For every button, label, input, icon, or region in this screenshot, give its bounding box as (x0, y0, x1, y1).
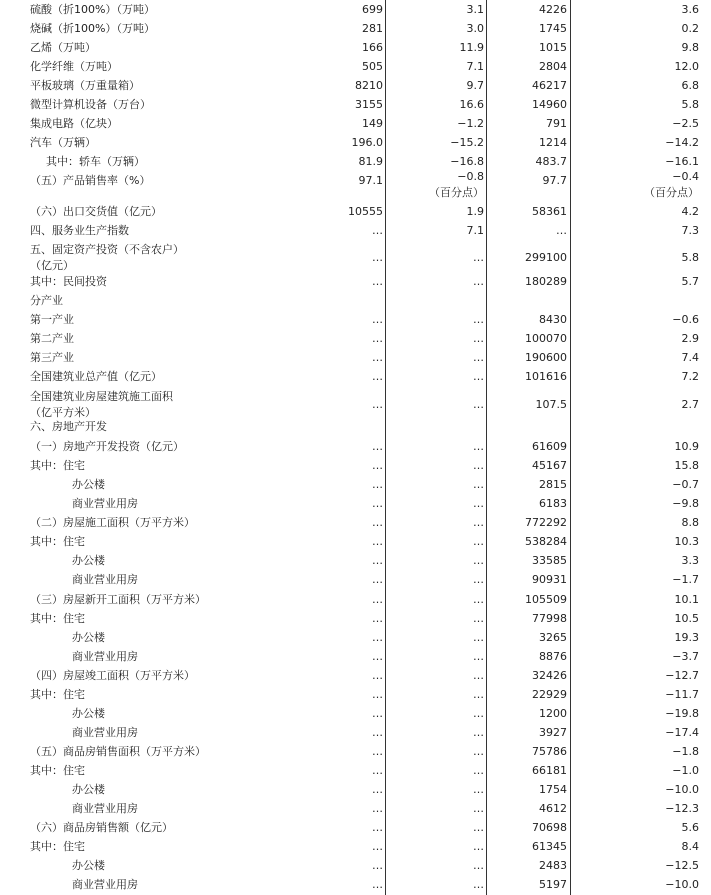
cell-c2: … (473, 669, 484, 682)
cell-c4: 5.7 (681, 275, 699, 288)
cell-c1: … (372, 612, 383, 625)
cell-c2: … (473, 612, 484, 625)
cell-c3: 77998 (532, 612, 567, 625)
cell-c1: … (372, 783, 383, 796)
cell-c4: 7.2 (681, 370, 699, 383)
cell-c3: 46217 (532, 79, 567, 92)
cell-c1: 281 (362, 22, 383, 35)
cell-c2: … (473, 478, 484, 491)
cell-c4: 6.8 (681, 79, 699, 92)
cell-c2: … (473, 275, 484, 288)
cell-c1: 505 (362, 60, 383, 73)
row-label: 其中：住宅 (30, 459, 85, 472)
cell-c2: … (473, 516, 484, 529)
cell-c4: 15.8 (674, 459, 699, 472)
cell-c4: 2.9 (681, 332, 699, 345)
row-label: 其中：住宅 (30, 840, 85, 853)
cell-c4: 9.8 (681, 41, 699, 54)
cell-c4: −17.4 (665, 726, 699, 739)
cell-c2: 7.1 (466, 224, 484, 237)
cell-c2: … (473, 535, 484, 548)
cell-c4: 7.3 (681, 224, 699, 237)
row-label: 其中：轿车（万辆） (46, 155, 145, 168)
cell-c1: … (372, 631, 383, 644)
cell-c2: … (473, 313, 484, 326)
row-label: 商业营业用房 (72, 726, 138, 739)
cell-c2: … (473, 554, 484, 567)
cell-c1: … (372, 370, 383, 383)
cell-c2: … (473, 783, 484, 796)
cell-c1: … (372, 821, 383, 834)
cell-c3: 66181 (532, 764, 567, 777)
cell-c1: 149 (362, 117, 383, 130)
cell-c4: 5.6 (681, 821, 699, 834)
cell-c3: 791 (546, 117, 567, 130)
cell-c3: 190600 (525, 351, 567, 364)
cell-c2: … (473, 251, 484, 264)
row-label: 硫酸（折100%）（万吨） (30, 3, 155, 16)
row-label: （六）商品房销售额（亿元） (30, 821, 173, 834)
cell-c3: 483.7 (535, 155, 567, 168)
cell-c3: 1754 (539, 783, 567, 796)
cell-c1: 166 (362, 41, 383, 54)
cell-c1: … (372, 650, 383, 663)
cell-c2: 7.1 (466, 60, 484, 73)
cell-c3: 6183 (539, 497, 567, 510)
cell-c1: … (372, 573, 383, 586)
cell-c2: 3.0 (466, 22, 484, 35)
cell-c4: −0.7 (672, 478, 699, 491)
cell-c4: −12.3 (665, 802, 699, 815)
cell-c2: … (473, 370, 484, 383)
cell-c4: −3.7 (672, 650, 699, 663)
cell-c3: 5197 (539, 878, 567, 891)
cell-c1: 699 (362, 3, 383, 16)
row-label: 商业营业用房 (72, 573, 138, 586)
cell-c4: −12.7 (665, 669, 699, 682)
row-label: 办公楼 (72, 478, 105, 491)
cell-c4: −2.5 (672, 117, 699, 130)
cell-c2: … (473, 332, 484, 345)
cell-c3: 100070 (525, 332, 567, 345)
cell-c3: 22929 (532, 688, 567, 701)
cell-c4: 4.2 (681, 205, 699, 218)
cell-c2: … (473, 840, 484, 853)
cell-c3: 90931 (532, 573, 567, 586)
cell-c1: … (372, 593, 383, 606)
cell-c3: 61609 (532, 440, 567, 453)
cell-c1: 81.9 (358, 155, 383, 168)
cell-c3: 70698 (532, 821, 567, 834)
cell-c2: 16.6 (459, 98, 484, 111)
row-label: 办公楼 (72, 554, 105, 567)
cell-c2: … (473, 497, 484, 510)
cell-c1: … (372, 251, 383, 264)
cell-c3: 4612 (539, 802, 567, 815)
row-label: 四、服务业生产指数 (30, 224, 129, 237)
row-label: （四）房屋竣工面积（万平方米） (30, 669, 195, 682)
cell-c2: … (473, 764, 484, 777)
row-label: 商业营业用房 (72, 802, 138, 815)
cell-c3: … (556, 224, 567, 237)
row-label: 商业营业用房 (72, 650, 138, 663)
cell-c1: … (372, 745, 383, 758)
cell-c4: 3.6 (681, 3, 699, 16)
cell-c2: −1.2 (457, 117, 484, 130)
row-label: 第一产业 (30, 313, 74, 326)
cell-c2: … (473, 878, 484, 891)
row-label: 其中：住宅 (30, 535, 85, 548)
column-divider (570, 0, 571, 895)
cell-c1: 97.1 (358, 174, 383, 187)
cell-c4: −14.2 (665, 136, 699, 149)
cell-c1: … (372, 398, 383, 411)
cell-c2: … (473, 688, 484, 701)
row-label: 第三产业 (30, 351, 74, 364)
cell-c2: 11.9 (459, 41, 484, 54)
cell-c4: 10.5 (674, 612, 699, 625)
cell-c2: 3.1 (466, 3, 484, 16)
cell-c4: −19.8 (665, 707, 699, 720)
row-label: 商业营业用房 (72, 878, 138, 891)
cell-c1: … (372, 497, 383, 510)
row-label: 其中：民间投资 (30, 275, 107, 288)
cell-c3: 107.5 (535, 398, 567, 411)
cell-c4: 12.0 (674, 60, 699, 73)
row-label: 六、房地产开发 (30, 420, 107, 433)
cell-c2: −0.8 （百分点） (429, 170, 484, 199)
cell-c3: 32426 (532, 669, 567, 682)
row-label: 办公楼 (72, 707, 105, 720)
cell-c1: … (372, 840, 383, 853)
row-label: 化学纤维（万吨） (30, 60, 118, 73)
cell-c4: −10.0 (665, 878, 699, 891)
row-label: 乙烯（万吨） (30, 41, 96, 54)
row-label: 其中：住宅 (30, 612, 85, 625)
cell-c3: 101616 (525, 370, 567, 383)
row-label: 办公楼 (72, 859, 105, 872)
cell-c2: … (473, 573, 484, 586)
cell-c1: … (372, 478, 383, 491)
row-label: 集成电路（亿块） (30, 117, 118, 130)
cell-c4: −0.4 （百分点） (644, 170, 699, 199)
cell-c4: −11.7 (665, 688, 699, 701)
cell-c4: 8.4 (681, 840, 699, 853)
cell-c1: … (372, 859, 383, 872)
row-label: （三）房屋新开工面积（万平方米） (30, 593, 206, 606)
cell-c2: −15.2 (450, 136, 484, 149)
cell-c3: 180289 (525, 275, 567, 288)
cell-c2: 1.9 (466, 205, 484, 218)
cell-c4: 19.3 (674, 631, 699, 644)
cell-c4: 5.8 (681, 251, 699, 264)
cell-c4: −9.8 (672, 497, 699, 510)
cell-c1: … (372, 878, 383, 891)
cell-c3: 3927 (539, 726, 567, 739)
cell-c4: 3.3 (681, 554, 699, 567)
cell-c3: 299100 (525, 251, 567, 264)
cell-c1: … (372, 764, 383, 777)
cell-c3: 8430 (539, 313, 567, 326)
cell-c2: … (473, 351, 484, 364)
row-label: 办公楼 (72, 783, 105, 796)
cell-c2: … (473, 859, 484, 872)
cell-c2: … (473, 726, 484, 739)
cell-c3: 2483 (539, 859, 567, 872)
row-label: （一）房地产开发投资（亿元） (30, 440, 184, 453)
cell-c2: … (473, 459, 484, 472)
cell-c3: 1200 (539, 707, 567, 720)
cell-c3: 58361 (532, 205, 567, 218)
cell-c2: … (473, 802, 484, 815)
cell-c3: 45167 (532, 459, 567, 472)
row-label: 五、固定资产投资（不含农户） （亿元） (30, 243, 184, 272)
cell-c1: 10555 (348, 205, 383, 218)
row-label: （五）商品房销售面积（万平方米） (30, 745, 206, 758)
row-label: 汽车（万辆） (30, 136, 96, 149)
cell-c2: … (473, 440, 484, 453)
cell-c4: −1.7 (672, 573, 699, 586)
row-label: 全国建筑业房屋建筑施工面积 （亿平方米） (30, 390, 173, 419)
cell-c3: 1015 (539, 41, 567, 54)
cell-c4: −1.0 (672, 764, 699, 777)
cell-c4: 0.2 (681, 22, 699, 35)
cell-c2: … (473, 631, 484, 644)
cell-c1: … (372, 351, 383, 364)
cell-c1: … (372, 332, 383, 345)
cell-c1: … (372, 459, 383, 472)
cell-c1: … (372, 535, 383, 548)
column-divider (486, 0, 487, 895)
cell-c3: 1745 (539, 22, 567, 35)
row-label: 烧碱（折100%）（万吨） (30, 22, 155, 35)
cell-c2: … (473, 821, 484, 834)
cell-c3: 1214 (539, 136, 567, 149)
cell-c1: … (372, 802, 383, 815)
cell-c4: −0.6 (672, 313, 699, 326)
cell-c1: … (372, 275, 383, 288)
cell-c3: 4226 (539, 3, 567, 16)
cell-c4: −1.8 (672, 745, 699, 758)
cell-c1: … (372, 726, 383, 739)
cell-c1: … (372, 313, 383, 326)
row-label: 其中：住宅 (30, 688, 85, 701)
cell-c2: … (473, 398, 484, 411)
cell-c1: … (372, 554, 383, 567)
cell-c2: −16.8 (450, 155, 484, 168)
row-label: 分产业 (30, 294, 63, 307)
cell-c2: … (473, 707, 484, 720)
cell-c3: 772292 (525, 516, 567, 529)
row-label: （六）出口交货值（亿元） (30, 205, 162, 218)
cell-c3: 97.7 (542, 174, 567, 187)
cell-c4: 2.7 (681, 398, 699, 411)
cell-c4: −16.1 (665, 155, 699, 168)
row-label: 办公楼 (72, 631, 105, 644)
row-label: 第二产业 (30, 332, 74, 345)
cell-c1: … (372, 224, 383, 237)
cell-c2: … (473, 745, 484, 758)
cell-c3: 8876 (539, 650, 567, 663)
cell-c4: 10.9 (674, 440, 699, 453)
cell-c4: −12.5 (665, 859, 699, 872)
cell-c1: 3155 (355, 98, 383, 111)
cell-c3: 75786 (532, 745, 567, 758)
cell-c2: … (473, 593, 484, 606)
row-label: 微型计算机设备（万台） (30, 98, 151, 111)
cell-c3: 3265 (539, 631, 567, 644)
cell-c3: 61345 (532, 840, 567, 853)
cell-c4: 5.8 (681, 98, 699, 111)
column-divider (385, 0, 386, 895)
cell-c1: … (372, 440, 383, 453)
cell-c1: … (372, 669, 383, 682)
row-label: （二）房屋施工面积（万平方米） (30, 516, 195, 529)
cell-c3: 538284 (525, 535, 567, 548)
cell-c2: 9.7 (466, 79, 484, 92)
cell-c3: 14960 (532, 98, 567, 111)
cell-c2: … (473, 650, 484, 663)
cell-c3: 2804 (539, 60, 567, 73)
cell-c3: 2815 (539, 478, 567, 491)
cell-c1: 196.0 (351, 136, 383, 149)
row-label: 全国建筑业总产值（亿元） (30, 370, 162, 383)
row-label: 平板玻璃（万重量箱） (30, 79, 140, 92)
cell-c1: 8210 (355, 79, 383, 92)
row-label: 商业营业用房 (72, 497, 138, 510)
cell-c4: 8.8 (681, 516, 699, 529)
cell-c3: 33585 (532, 554, 567, 567)
cell-c3: 105509 (525, 593, 567, 606)
row-label: 其中：住宅 (30, 764, 85, 777)
row-label: （五）产品销售率（%） (30, 174, 151, 187)
cell-c4: 7.4 (681, 351, 699, 364)
cell-c4: −10.0 (665, 783, 699, 796)
cell-c1: … (372, 707, 383, 720)
cell-c4: 10.1 (674, 593, 699, 606)
cell-c4: 10.3 (674, 535, 699, 548)
cell-c1: … (372, 516, 383, 529)
cell-c1: … (372, 688, 383, 701)
